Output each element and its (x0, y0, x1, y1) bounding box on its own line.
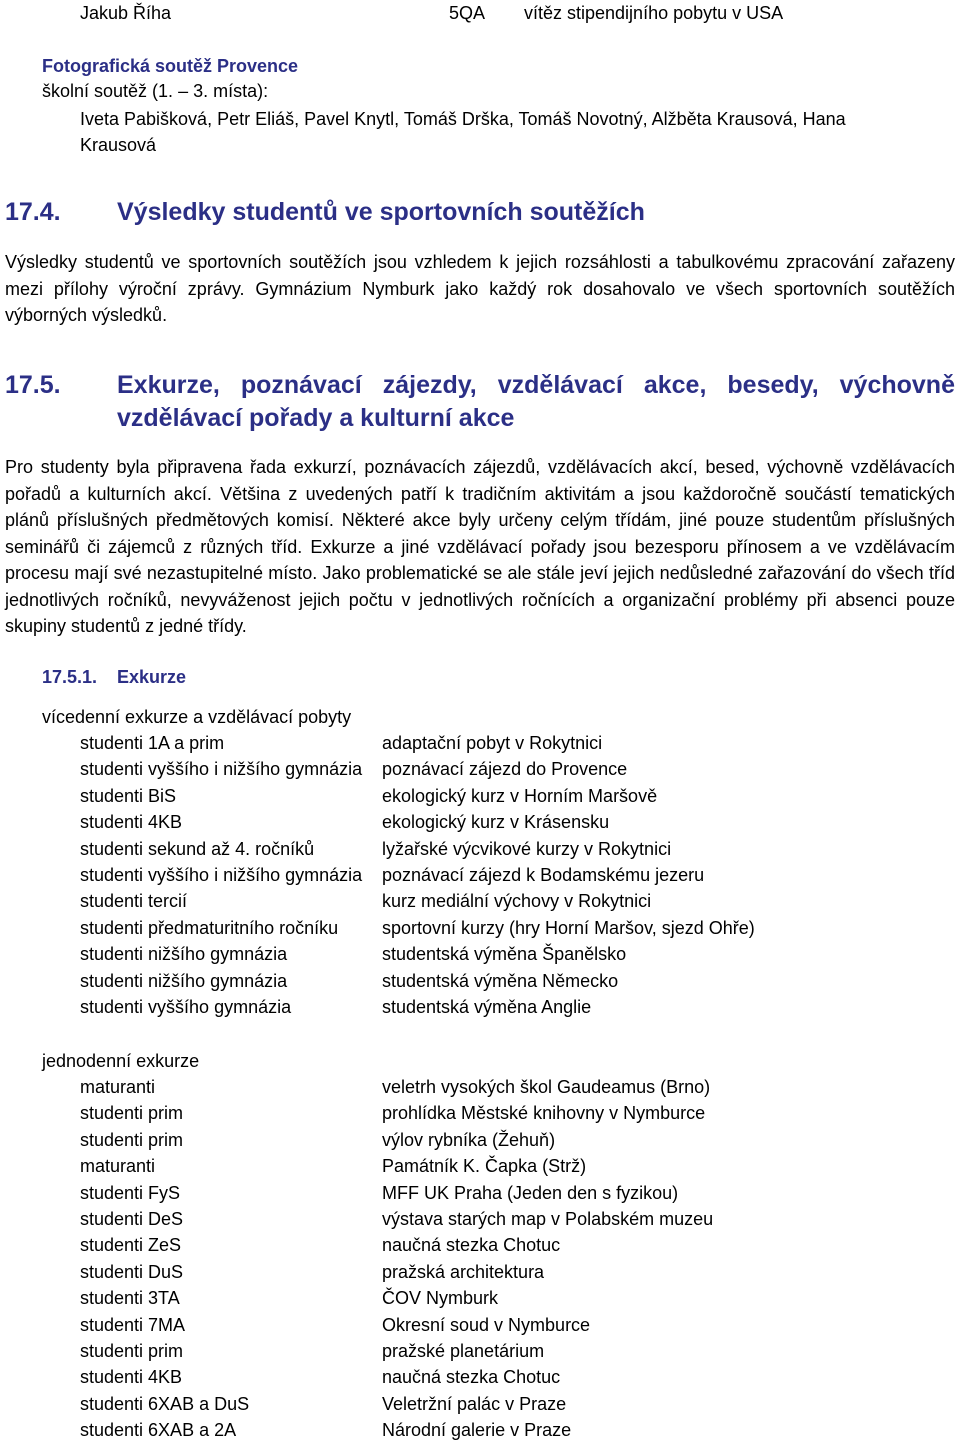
one-day-row (0, 1130, 960, 1156)
one-day-participants: studenti prim (80, 1129, 184, 1150)
one-day-participants: studenti ZeS (80, 1235, 182, 1256)
multi-day-participants: studenti vyššího i nižšího gymnázia (80, 759, 363, 780)
multi-day-participants: studenti 1A a prim (80, 733, 225, 753)
photo-contest-winners: Iveta Pabišková, Petr Eliáš, Pavel Knytl, Tomáš Drška, Tomáš Novotný, Alžběta Krausová, Hana (80, 109, 846, 129)
one-day-row (0, 1262, 960, 1288)
one-day-activity: Okresní soud v Nymburce (382, 1314, 591, 1335)
one-day-activity: veletrh vysokých škol Gaudeamus (Brno) (382, 1077, 711, 1097)
multi-day-participants: studenti vyššího i nižšího gymnázia (80, 865, 363, 885)
multi-day-activity: kurz mediální výchovy v Rokytnici (382, 891, 652, 912)
one-day-participants: studenti prim (80, 1103, 184, 1124)
section-17-5-title-cont: vzdělávací pořady a kulturní akce (117, 404, 515, 432)
multi-day-activity: lyžařské výcvikové kurzy v Rokytnici (382, 838, 672, 859)
multi-day-activity: ekologický kurz v Horním Maršově (382, 785, 658, 806)
student-name: Jakub Říha (80, 3, 172, 23)
section-17-5-1-number: 17.5.1. (42, 667, 98, 687)
one-day-activity: naučná stezka Chotuc (382, 1367, 561, 1388)
section-17-5-number: 17.5. (5, 371, 61, 399)
multi-day-participants: studenti sekund až 4. ročníků (80, 838, 315, 859)
multi-day-participants: studenti tercií (80, 891, 188, 912)
one-day-participants: studenti 4KB (80, 1367, 183, 1388)
one-day-row (0, 1103, 960, 1129)
multi-day-participants: studenti BiS (80, 785, 177, 806)
multi-day-participants: studenti nižšího gymnázia (80, 970, 288, 991)
multi-day-activity: studentská výměna Anglie (382, 997, 592, 1017)
section-17-4-number: 17.4. (5, 198, 61, 226)
one-day-activity: MFF UK Praha (Jeden den s fyzikou) (382, 1182, 679, 1203)
multi-day-participants: studenti předmaturitního ročníku (80, 917, 339, 938)
photo-contest-subtitle: školní soutěž (1. – 3. místa): (42, 81, 269, 101)
multi-day-row (0, 786, 960, 812)
multi-day-row (0, 733, 960, 759)
multi-day-participants: studenti nižšího gymnázia (80, 944, 288, 965)
one-day-row (0, 1209, 960, 1235)
multi-day-row (0, 997, 960, 1023)
section-17-5-1-title: Exkurze (117, 667, 187, 687)
multi-day-activity: ekologický kurz v Krásensku (382, 812, 610, 833)
one-day-activity: naučná stezka Chotuc (382, 1235, 561, 1256)
multi-day-activity: studentská výměna Španělsko (382, 944, 627, 965)
section-17-4-title: Výsledky studentů ve sportovních soutěžích (117, 198, 645, 226)
photo-contest-winners-cont: Krausová (80, 135, 157, 155)
one-day-participants: studenti 6XAB a DuS (80, 1393, 250, 1414)
multi-day-row (0, 839, 960, 865)
multi-day-participants: studenti vyššího gymnázia (80, 997, 292, 1017)
photo-contest-title: Fotografická soutěž Provence (42, 56, 299, 76)
one-day-row (0, 1341, 960, 1367)
one-day-activity: Veletržní palác v Praze (382, 1393, 567, 1414)
section-17-4-text: Výsledky studentů ve sportovních soutěžích jsou vzhledem k jejich rozsáhlosti a tabulkovému zpracování zařazeny mezi přílohy výroční zprávy. Gymnázium Nymburk jako každý rok dosahovalo ve všech sportovních soutěžích výborných výsledků. (5, 252, 955, 325)
one-day-heading: jednodenní exkurze (42, 1051, 200, 1071)
one-day-participants: studenti prim (80, 1341, 184, 1361)
one-day-row (0, 1077, 960, 1103)
one-day-participants: maturanti (80, 1156, 156, 1177)
one-day-activity: pražská architektura (382, 1261, 545, 1282)
multi-day-row (0, 759, 960, 785)
one-day-activity: prohlídka Městské knihovny v Nymburce (382, 1103, 706, 1124)
one-day-row (0, 1315, 960, 1341)
one-day-participants: maturanti (80, 1077, 156, 1097)
one-day-row (0, 1420, 960, 1446)
one-day-row (0, 1183, 960, 1209)
one-day-activity: výlov rybníka (Žehuň) (382, 1129, 556, 1150)
one-day-participants: studenti 6XAB a 2A (80, 1420, 237, 1441)
one-day-activity: Národní galerie v Praze (382, 1420, 572, 1441)
multi-day-activity: poznávací zájezd k Bodamskému jezeru (382, 865, 705, 885)
one-day-activity: ČOV Nymburk (382, 1288, 499, 1309)
one-day-participants: studenti 7MA (80, 1314, 186, 1335)
multi-day-activity: adaptační pobyt v Rokytnici (382, 733, 603, 753)
multi-day-row (0, 944, 960, 970)
one-day-participants: studenti DeS (80, 1209, 184, 1229)
one-day-participants: studenti 3TA (80, 1288, 180, 1309)
one-day-participants: studenti DuS (80, 1261, 184, 1282)
multi-day-row (0, 891, 960, 917)
one-day-row (0, 1394, 960, 1420)
multi-day-row (0, 971, 960, 997)
multi-day-row (0, 865, 960, 891)
multi-day-participants: studenti 4KB (80, 812, 183, 833)
section-17-5-text: Pro studenty byla připravena řada exkurzí, poznávacích zájezdů, vzdělávacích akcí, besed, výchovně vzdělávacích pořadů a kulturních akcí. Většina z uvedených patří k tradičním aktivitám a jsou každoročně součástí tematických plánů příslušných předmětových komisí. Některé akce byly určeny celým třídám, jiné pouze studentům příslušných seminářů či zájemců z různých tříd. Exkurze a jiné vzdělávací pořady jsou bezesporu přínosem a ve vzdělávacím procesu mají své nezastupitelné místo. Jako problematické se ale stále jeví jejich nedůsledné zařazování do všech tříd jednotlivých ročníků, nevyváženost jejich počtu v jednotlivých ročnících a organizační problémy při absenci pouze skupiny studentů z jedné třídy. (5, 457, 955, 636)
one-day-activity: pražské planetárium (382, 1341, 545, 1361)
one-day-activity: výstava starých map v Polabském muzeu (382, 1209, 714, 1229)
multi-day-heading: vícedenní exkurze a vzdělávací pobyty (42, 707, 352, 727)
student-achievement: vítěz stipendijního pobytu v USA (524, 3, 784, 23)
multi-day-row (0, 812, 960, 838)
one-day-participants: studenti FyS (80, 1182, 181, 1203)
one-day-row (0, 1235, 960, 1261)
multi-day-row (0, 918, 960, 944)
one-day-activity: Památník K. Čapka (Strž) (382, 1156, 587, 1177)
one-day-row (0, 1288, 960, 1314)
student-class: 5QA (449, 3, 486, 23)
multi-day-activity: poznávací zájezd do Provence (382, 759, 628, 780)
multi-day-activity: sportovní kurzy (hry Horní Maršov, sjezd Ohře) (382, 917, 755, 938)
multi-day-activity: studentská výměna Německo (382, 970, 619, 991)
section-17-5-title: Exkurze, poznávací zájezdy, vzdělávací akce, besedy, výchovně (117, 371, 955, 399)
one-day-row (0, 1367, 960, 1393)
one-day-row (0, 1156, 960, 1182)
